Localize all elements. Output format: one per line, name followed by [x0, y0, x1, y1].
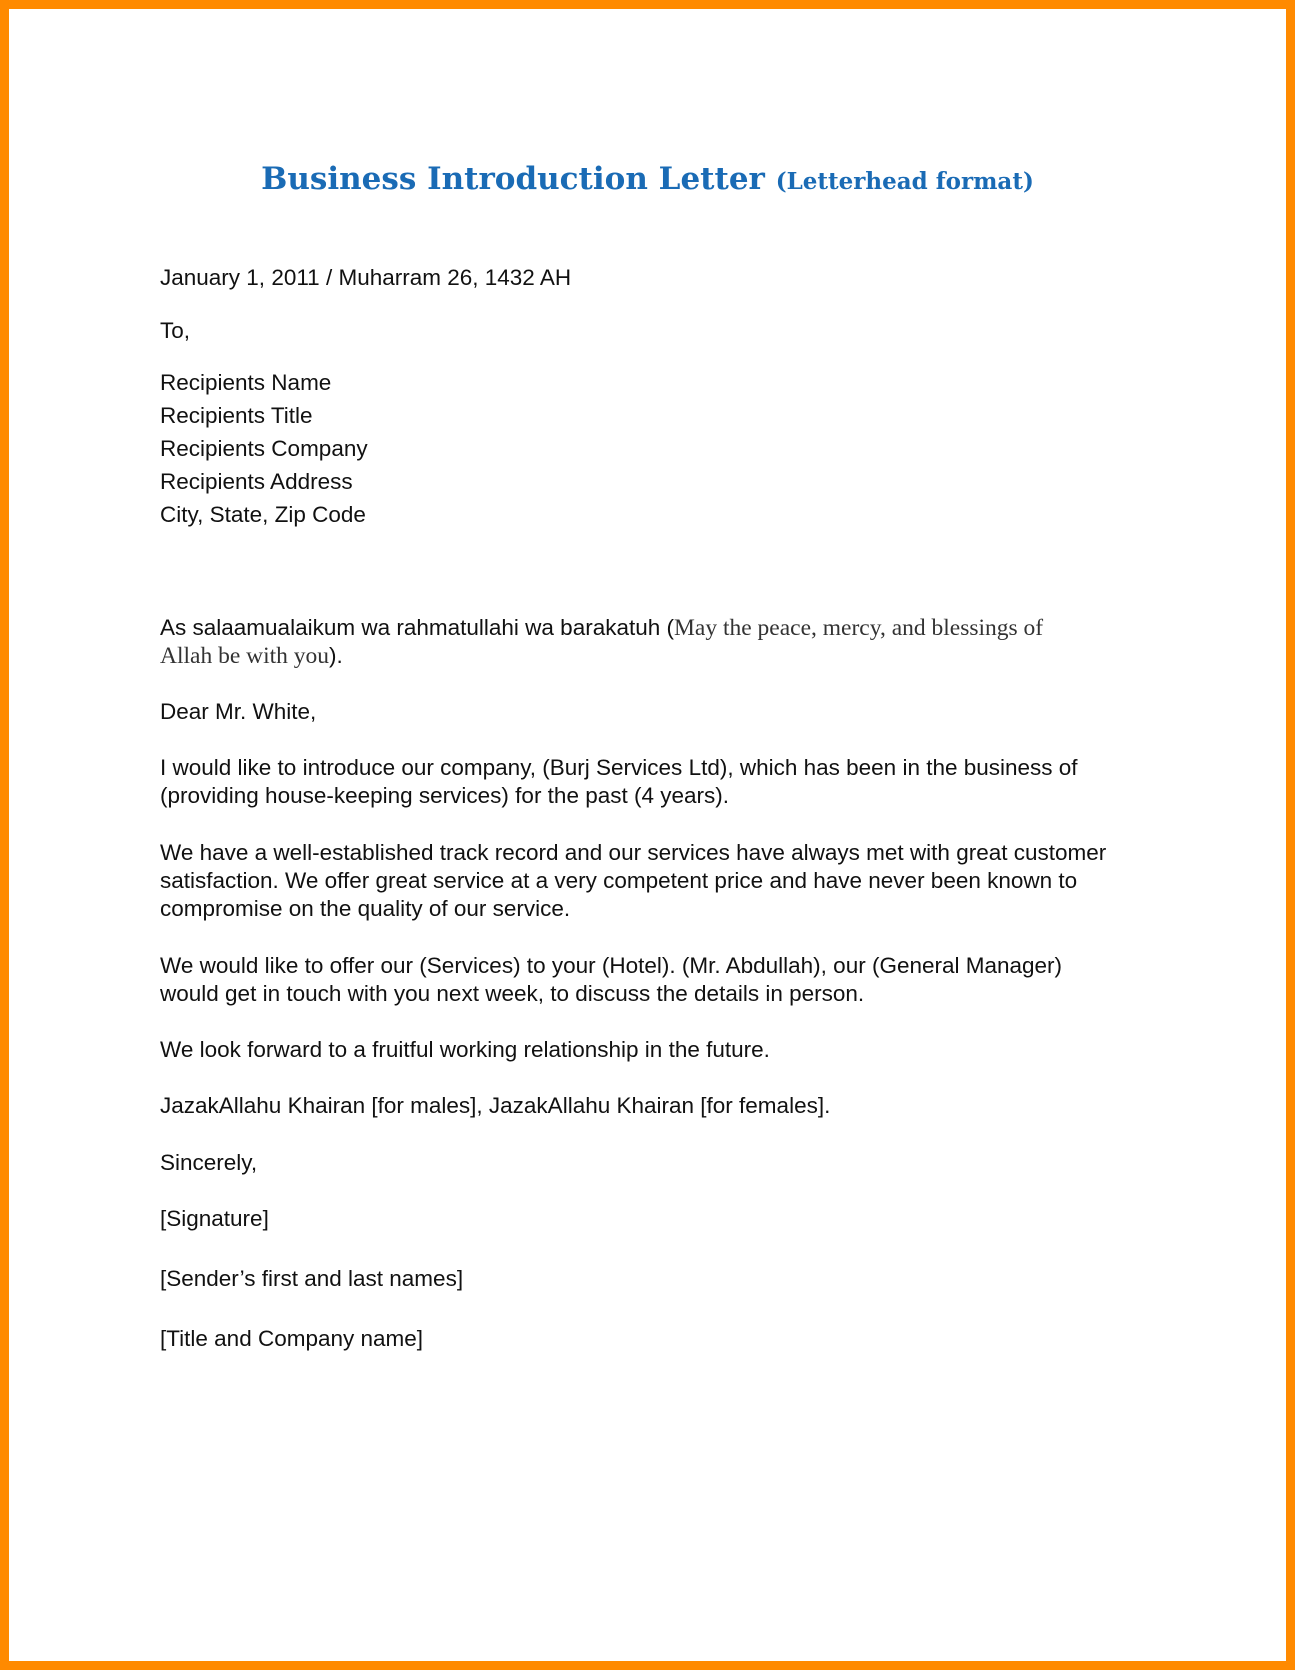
closing: Sincerely,	[160, 1150, 258, 1175]
signature-placeholder: [Signature]	[160, 1206, 269, 1231]
recipient-address: Recipients Address	[160, 469, 353, 494]
paragraph-4: We look forward to a fruitful working relationship in the future.	[160, 1037, 770, 1062]
greeting-arabic: As salaamualaikum wa rahmatullahi wa barakatuh (	[160, 615, 674, 640]
paragraph-2-line-1: We have a well-established track record and our services have always met with great customer	[160, 840, 1107, 865]
greeting-close: ).	[329, 643, 343, 668]
paragraph-2-line-3: compromise on the quality of our service.	[160, 896, 571, 921]
date-line: January 1, 2011 / Muharram 26, 1432 AH	[160, 265, 572, 290]
greeting-line1	[160, 615, 1043, 642]
paragraph-1-line-2: (providing house-keeping services) for the past (4 years).	[160, 783, 730, 808]
to-label: To,	[160, 318, 191, 343]
paragraph-1-line-1: I would like to introduce our company, (Burj Services Ltd), which has been in the business of	[160, 755, 1078, 780]
paragraph-3-line-1: We would like to offer our (Services) to your (Hotel). (Mr. Abdullah), our (General Manager)	[160, 953, 1063, 978]
title-sub: (Letterhead format)	[775, 168, 1034, 195]
letter-title	[9, 161, 1286, 197]
paragraph-2-line-2: satisfaction. We offer great service at a very competent price and have never been known to	[160, 868, 1078, 893]
greeting-translation-1: May the peace, mercy, and blessings of	[674, 615, 1044, 641]
paragraph-5: JazakAllahu Khairan [for males], JazakAllahu Khairan [for females].	[160, 1093, 831, 1118]
greeting-line2	[160, 643, 343, 670]
greeting-translation-2: Allah be with you	[160, 643, 330, 669]
title-main: Business Introduction Letter	[261, 161, 765, 197]
sender-names: [Sender’s first and last names]	[160, 1266, 464, 1291]
sender-title-company: [Title and Company name]	[160, 1326, 424, 1351]
paragraph-3-line-2: would get in touch with you next week, to discuss the details in person.	[160, 981, 865, 1006]
salutation: Dear Mr. White,	[160, 699, 317, 724]
recipient-city: City, State, Zip Code	[160, 502, 366, 527]
recipient-name: Recipients Name	[160, 370, 332, 395]
recipient-company: Recipients Company	[160, 436, 368, 461]
recipient-title: Recipients Title	[160, 403, 313, 428]
